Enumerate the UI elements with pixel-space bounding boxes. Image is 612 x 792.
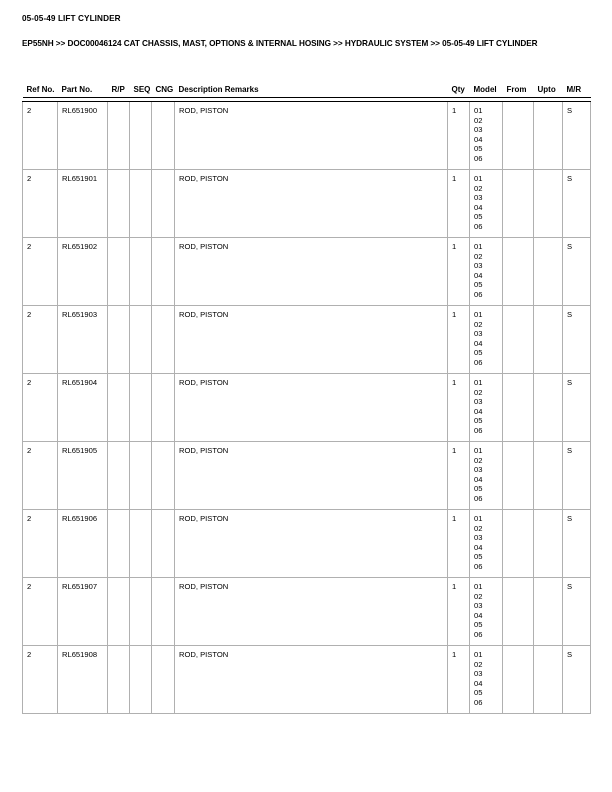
cell-cng	[152, 102, 175, 170]
column-header-from: From	[506, 85, 527, 94]
model-code: 05	[474, 688, 483, 698]
cell-from	[503, 306, 534, 374]
column-header-description: Description Remarks	[178, 85, 259, 94]
cell-model	[470, 306, 503, 374]
cell-cng	[152, 374, 175, 442]
cell-ref-no: 2	[23, 578, 58, 646]
table-row[interactable]	[23, 442, 591, 510]
cell-upto	[534, 374, 563, 442]
model-code: 03	[474, 669, 483, 679]
cell-part-no: RL651901	[58, 170, 108, 238]
cell-mr: S	[563, 510, 591, 578]
cell-cng	[152, 170, 175, 238]
cell-part-no: RL651903	[58, 306, 108, 374]
cell-upto	[534, 578, 563, 646]
model-code: 02	[474, 659, 483, 669]
cell-mr: S	[563, 578, 591, 646]
parts-table-body	[23, 102, 591, 714]
cell-cng	[152, 442, 175, 510]
model-code: 02	[474, 251, 483, 261]
model-code: 03	[474, 193, 483, 203]
model-code: 05	[474, 212, 483, 222]
model-code: 03	[474, 465, 483, 475]
model-code: 02	[474, 183, 483, 193]
cell-from	[503, 170, 534, 238]
model-code: 01	[474, 582, 483, 591]
model-code: 04	[474, 610, 483, 620]
model-code: 06	[474, 221, 483, 231]
cell-part-no: RL651904	[58, 374, 108, 442]
model-code: 05	[474, 484, 483, 494]
cell-ref-no: 2	[23, 646, 58, 714]
cell-ref-no: 2	[23, 102, 58, 170]
model-code: 03	[474, 125, 483, 135]
model-code: 04	[474, 406, 483, 416]
cell-qty: 1	[448, 442, 470, 510]
cell-model	[470, 374, 503, 442]
model-code: 06	[474, 289, 483, 299]
column-header-rp: R/P	[111, 85, 125, 94]
cell-rp	[108, 238, 130, 306]
model-code: 03	[474, 261, 483, 271]
table-row[interactable]	[23, 102, 591, 170]
parts-table	[22, 85, 591, 714]
cell-upto	[534, 510, 563, 578]
cell-ref-no: 2	[23, 306, 58, 374]
page-title: 05-05-49 LIFT CYLINDER	[22, 14, 121, 23]
parts-table-header-row	[23, 85, 591, 98]
column-header-mr: M/R	[566, 85, 582, 94]
table-row[interactable]	[23, 510, 591, 578]
cell-part-no: RL651908	[58, 646, 108, 714]
cell-rp	[108, 442, 130, 510]
cell-qty: 1	[448, 170, 470, 238]
cell-rp	[108, 170, 130, 238]
cell-mr: S	[563, 102, 591, 170]
cell-from	[503, 238, 534, 306]
cell-qty: 1	[448, 374, 470, 442]
cell-from	[503, 442, 534, 510]
cell-seq	[130, 306, 152, 374]
cell-ref-no: 2	[23, 510, 58, 578]
cell-description: ROD, PISTON	[175, 578, 448, 646]
model-code: 01	[474, 174, 483, 183]
cell-model	[470, 170, 503, 238]
cell-upto	[534, 442, 563, 510]
cell-part-no: RL651905	[58, 442, 108, 510]
cell-mr: S	[563, 442, 591, 510]
model-code: 01	[474, 106, 483, 115]
cell-seq	[130, 374, 152, 442]
cell-model	[470, 646, 503, 714]
cell-cng	[152, 238, 175, 306]
cell-model	[470, 578, 503, 646]
table-row[interactable]	[23, 306, 591, 374]
cell-from	[503, 578, 534, 646]
cell-from	[503, 510, 534, 578]
cell-seq	[130, 510, 152, 578]
model-code: 02	[474, 455, 483, 465]
model-code: 03	[474, 397, 483, 407]
model-code: 05	[474, 348, 483, 358]
parts-table-container	[22, 85, 590, 714]
cell-qty: 1	[448, 578, 470, 646]
cell-description: ROD, PISTON	[175, 510, 448, 578]
cell-description: ROD, PISTON	[175, 170, 448, 238]
cell-rp	[108, 374, 130, 442]
cell-rp	[108, 646, 130, 714]
model-code: 01	[474, 378, 483, 387]
cell-rp	[108, 578, 130, 646]
cell-cng	[152, 646, 175, 714]
model-code: 06	[474, 153, 483, 163]
model-code: 02	[474, 115, 483, 125]
model-code: 02	[474, 591, 483, 601]
model-code: 02	[474, 387, 483, 397]
cell-seq	[130, 238, 152, 306]
cell-part-no: RL651907	[58, 578, 108, 646]
cell-cng	[152, 510, 175, 578]
cell-ref-no: 2	[23, 442, 58, 510]
model-code: 01	[474, 514, 483, 523]
model-code: 04	[474, 474, 483, 484]
cell-ref-no: 2	[23, 238, 58, 306]
model-code: 01	[474, 242, 483, 251]
model-code: 01	[474, 446, 483, 455]
model-code: 03	[474, 533, 483, 543]
cell-upto	[534, 102, 563, 170]
model-code: 03	[474, 329, 483, 339]
cell-upto	[534, 170, 563, 238]
model-code: 01	[474, 310, 483, 319]
column-header-qty: Qty	[451, 85, 465, 94]
model-code: 01	[474, 650, 483, 659]
cell-description: ROD, PISTON	[175, 102, 448, 170]
cell-from	[503, 646, 534, 714]
model-code: 06	[474, 493, 483, 503]
model-code: 06	[474, 561, 483, 571]
model-code: 04	[474, 678, 483, 688]
cell-seq	[130, 170, 152, 238]
cell-seq	[130, 102, 152, 170]
model-code: 04	[474, 542, 483, 552]
cell-description: ROD, PISTON	[175, 238, 448, 306]
model-code: 05	[474, 144, 483, 154]
model-code: 05	[474, 620, 483, 630]
model-code: 06	[474, 629, 483, 639]
cell-mr: S	[563, 646, 591, 714]
model-code: 06	[474, 357, 483, 367]
cell-part-no: RL651902	[58, 238, 108, 306]
column-header-ref-no: Ref No.	[26, 85, 55, 94]
cell-rp	[108, 102, 130, 170]
column-header-cng: CNG	[155, 85, 174, 94]
model-code: 04	[474, 338, 483, 348]
cell-description: ROD, PISTON	[175, 646, 448, 714]
cell-qty: 1	[448, 646, 470, 714]
column-header-part-no: Part No.	[61, 85, 93, 94]
cell-ref-no: 2	[23, 374, 58, 442]
model-code: 04	[474, 202, 483, 212]
model-code: 04	[474, 134, 483, 144]
cell-cng	[152, 306, 175, 374]
cell-mr: S	[563, 170, 591, 238]
model-code: 06	[474, 425, 483, 435]
cell-ref-no: 2	[23, 170, 58, 238]
cell-rp	[108, 510, 130, 578]
table-row[interactable]	[23, 170, 591, 238]
cell-description: ROD, PISTON	[175, 442, 448, 510]
model-code: 06	[474, 697, 483, 707]
model-code: 05	[474, 552, 483, 562]
column-header-seq: SEQ	[133, 85, 151, 94]
cell-qty: 1	[448, 102, 470, 170]
cell-cng	[152, 578, 175, 646]
cell-model	[470, 238, 503, 306]
cell-rp	[108, 306, 130, 374]
model-code: 03	[474, 601, 483, 611]
model-code: 02	[474, 319, 483, 329]
model-code: 04	[474, 270, 483, 280]
cell-upto	[534, 306, 563, 374]
table-row[interactable]	[23, 578, 591, 646]
cell-upto	[534, 646, 563, 714]
cell-qty: 1	[448, 510, 470, 578]
cell-seq	[130, 442, 152, 510]
cell-part-no: RL651900	[58, 102, 108, 170]
column-header-upto: Upto	[537, 85, 556, 94]
cell-upto	[534, 238, 563, 306]
breadcrumb: EP55NH >> DOC00046124 CAT CHASSIS, MAST, OPTIONS & INTERNAL HOSING >> HYDRAULIC SYSTEM >> 05-05-49 LIFT CYLINDER	[22, 39, 538, 48]
table-row[interactable]	[23, 238, 591, 306]
cell-description: ROD, PISTON	[175, 374, 448, 442]
model-code: 05	[474, 416, 483, 426]
model-code: 05	[474, 280, 483, 290]
parts-table-header	[23, 85, 591, 102]
cell-model	[470, 102, 503, 170]
cell-seq	[130, 578, 152, 646]
cell-from	[503, 374, 534, 442]
cell-mr: S	[563, 306, 591, 374]
cell-model	[470, 442, 503, 510]
model-code: 02	[474, 523, 483, 533]
cell-qty: 1	[448, 238, 470, 306]
cell-mr: S	[563, 238, 591, 306]
cell-model	[470, 510, 503, 578]
cell-part-no: RL651906	[58, 510, 108, 578]
column-header-model: Model	[473, 85, 497, 94]
table-row[interactable]	[23, 374, 591, 442]
cell-description: ROD, PISTON	[175, 306, 448, 374]
cell-seq	[130, 646, 152, 714]
table-row[interactable]	[23, 646, 591, 714]
cell-mr: S	[563, 374, 591, 442]
cell-from	[503, 102, 534, 170]
cell-qty: 1	[448, 306, 470, 374]
